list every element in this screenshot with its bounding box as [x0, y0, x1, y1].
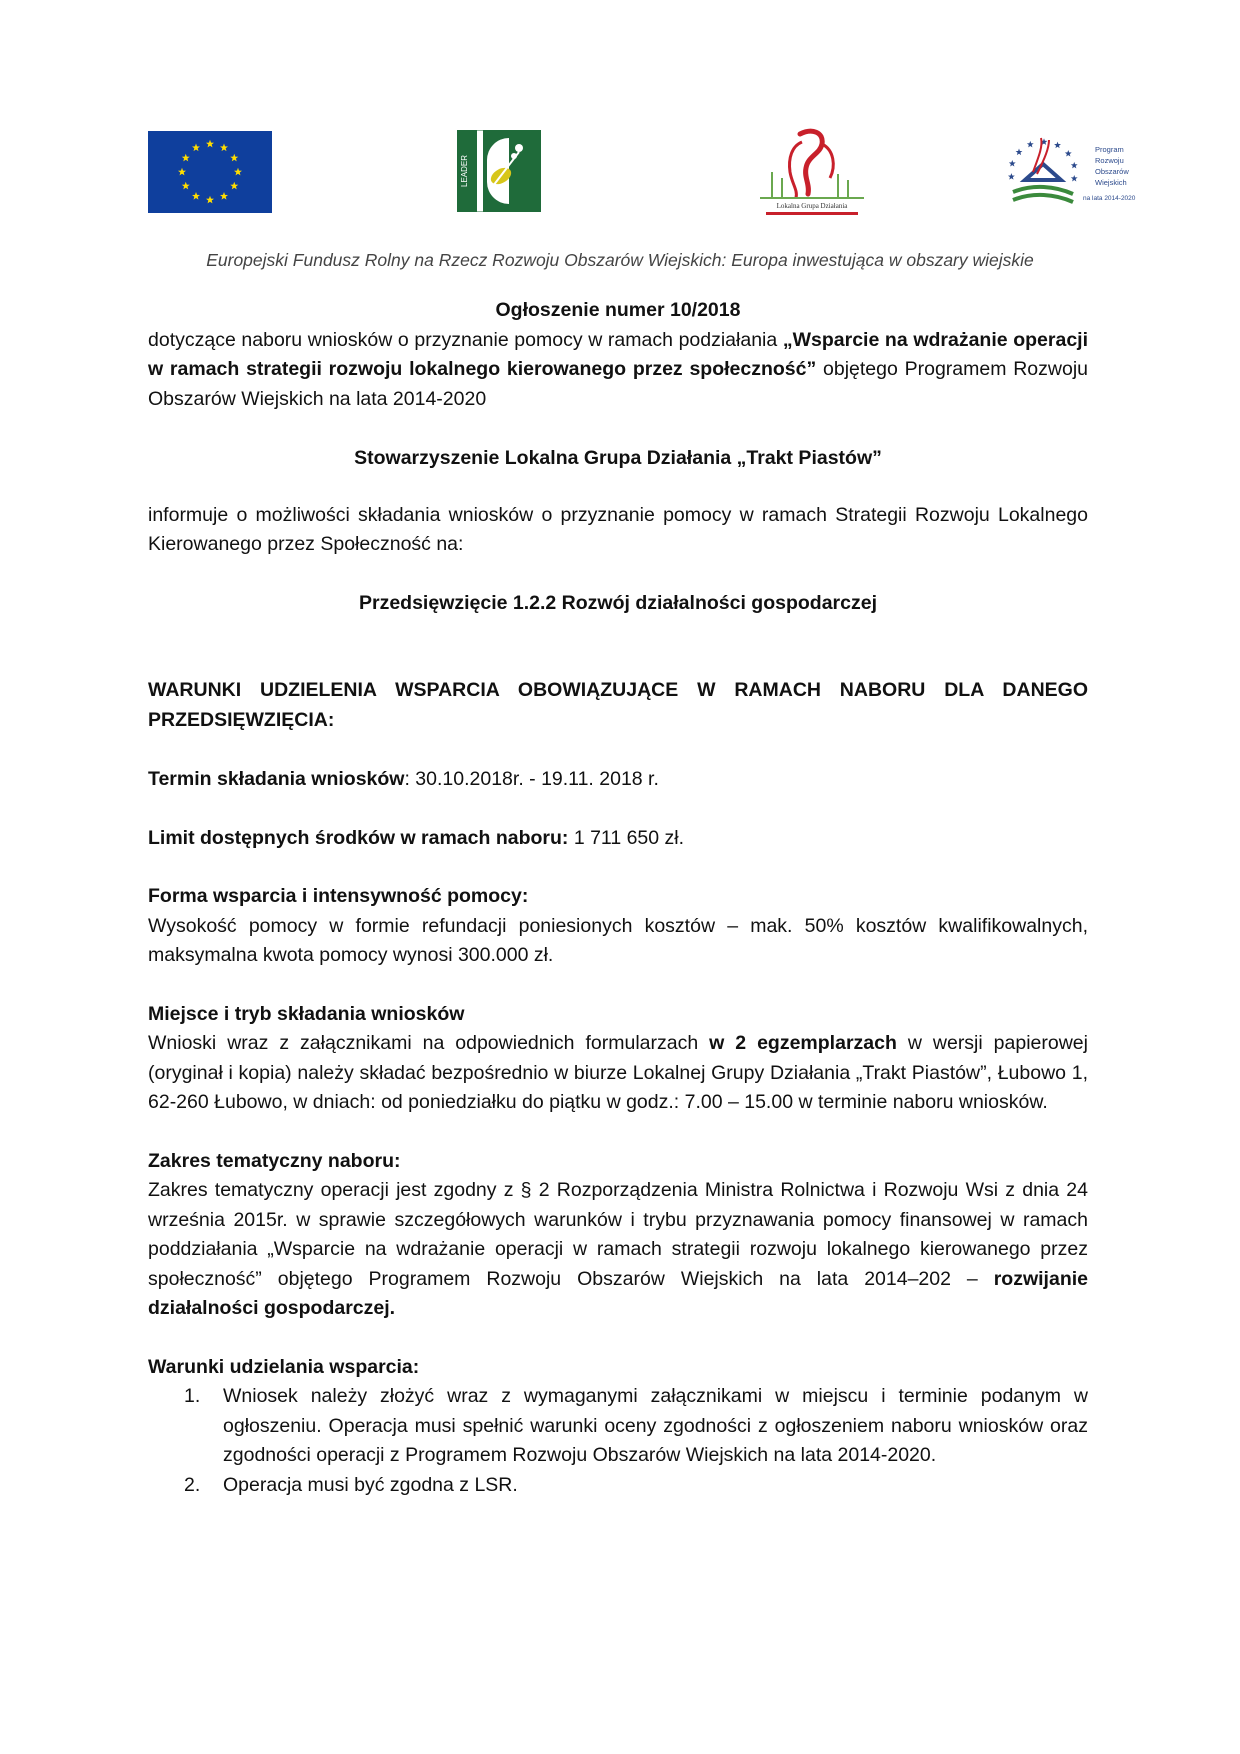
leader-logo-text: LEADER: [460, 154, 469, 188]
place-text-end: w wersji papierowej (oryginał i kopia) należy składać bezpośrednio w biurze Lokalnej Grupy Działania „Trakt Piastów”, Łubowo 1, 62-260 Łubowo, w dniach: od poniedziałku do piątku w godz.: 7.00 – 15.00 w terminie naboru wniosków.: [148, 1032, 1088, 1113]
star-icon: [1009, 160, 1016, 167]
list-item-text: Operacja musi być zgodna z LSR.: [223, 1473, 518, 1496]
star-icon: [1027, 141, 1034, 148]
scope-heading: [148, 1147, 1088, 1177]
place-text-start: Wnioski wraz z załącznikami na odpowiednich formularzach: [148, 1032, 710, 1054]
list-item: [148, 1471, 1088, 1501]
conditions-heading: WARUNKI UDZIELENIA WSPARCIA OBOWIĄZUJĄCE W RAMACH NABORU DLA DANEGO PRZEDSIĘWZIĘCIA:: [148, 679, 1088, 731]
intro-measure-name: „Wsparcie na wdrażanie operacji w ramach strategii rozwoju lokalnego kierowanego przez społeczność”: [148, 328, 1089, 380]
list-item: [148, 1382, 1088, 1471]
star-icon: [1071, 162, 1078, 169]
place-text: [148, 1029, 1088, 1118]
deadline-value: : 30.10.2018r. - 19.11. 2018 r.: [404, 768, 659, 790]
prow-2014-2020-logo: [1003, 136, 1155, 216]
list-item-number: 1.: [184, 1385, 201, 1407]
star-icon: [1065, 150, 1072, 157]
logo-bar: [0, 128, 1240, 228]
intro-text-end: objętego Programem Rozwoju Obszarów Wiejskich na lata 2014-2020: [148, 358, 1088, 410]
form-heading: [148, 882, 1088, 912]
prow-text-4: Wiejskich: [1095, 178, 1127, 187]
scope-text-bold: rozwijanie działalności gospodarczej.: [148, 1267, 1088, 1319]
star-icon: [1008, 173, 1015, 180]
program-motto: Europejski Fundusz Rolny na Rzecz Rozwoju Obszarów Wiejskich: Europa inwestująca w obszary wiejskie: [206, 250, 1034, 270]
project-name: Przedsięwzięcie 1.2.2 Rozwój działalności gospodarczej: [358, 591, 877, 614]
lgd-logo-text: Lokalna Grupa Działania: [776, 202, 848, 210]
star-icon: [1071, 175, 1078, 182]
lgd-trakt-piastow-logo: [752, 128, 872, 218]
leader-logo: [457, 130, 541, 212]
place-copies: w 2 egzemplarzach: [709, 1032, 897, 1054]
star-icon: [1054, 142, 1061, 149]
deadline-label: Termin składania wniosków: [148, 768, 405, 790]
conditions-list-heading: [148, 1353, 1088, 1383]
scope-text-main: Zakres tematyczny operacji jest zgodny z § 2 Rozporządzenia Ministra Rolnictwa i Rozwoju Wsi z dnia 24 września 2015r. w sprawie szczegółowych warunków i trybu przyznawania pomocy finansowej w ramach poddziałania „Wsparcie na wdrażanie operacji w ramach strategii rozwoju lokalnego kierowanego przez społeczność” objętego Programem Rozwoju Obszarów Wiejskich na lata 2014–202 –: [148, 1179, 1088, 1290]
announcement-title: Ogłoszenie numer 10/2018: [495, 299, 741, 321]
announcement-body: [148, 296, 1088, 1500]
scope-text: [148, 1176, 1088, 1324]
place-heading: [148, 1000, 1088, 1030]
deadline-line: [148, 765, 1088, 795]
conditions-list: [148, 1382, 1088, 1500]
eu-flag-logo: [148, 131, 272, 213]
list-item-number: 2.: [184, 1473, 201, 1496]
prow-text-1: Program: [1095, 145, 1124, 154]
prow-text-2: Rozwoju: [1095, 156, 1124, 165]
informs-paragraph: informuje o możliwości składania wniosków o przyznanie pomocy w ramach Strategii Rozwoju Lokalnego Kierowanego przez Społeczność na:: [148, 503, 1088, 555]
limit-value: 1 711 650 zł.: [568, 826, 685, 849]
form-heading-text: Forma wsparcia i intensywność pomocy:: [148, 885, 529, 907]
form-text: Wysokość pomocy w formie refundacji poniesionych kosztów – mak. 50% kosztów kwalifikowalnych, maksymalna kwota pomocy wynosi 300.000 zł.: [148, 914, 1088, 966]
prow-text-3: Obszarów: [1095, 167, 1129, 176]
organization-name: Stowarzyszenie Lokalna Grupa Działania „Trakt Piastów”: [354, 447, 882, 469]
star-icon: [1016, 149, 1023, 156]
limit-label: Limit dostępnych środków w ramach naboru:: [148, 826, 569, 849]
intro-text-start: dotyczące naboru wniosków o przyznanie pomocy w ramach podziałania: [148, 328, 783, 351]
place-heading-text: Miejsce i tryb składania wniosków: [148, 1002, 465, 1025]
list-item-text: Wniosek należy złożyć wraz z wymaganymi załącznikami w miejscu i terminie podanym w ogłoszeniu. Operacja musi spełnić warunki oceny zgodności z ogłoszeniem naboru wniosków oraz zgodności operacji z Programem Rozwoju Obszarów Wiejskich na lata 2014-2020.: [223, 1385, 1088, 1466]
limit-line: [148, 824, 1088, 854]
intro-paragraph: [148, 326, 1088, 415]
scope-heading-text: Zakres tematyczny naboru:: [148, 1149, 401, 1172]
prow-text-5: na lata 2014-2020: [1083, 195, 1136, 202]
conditions-list-heading-text: Warunki udzielania wsparcia:: [148, 1355, 420, 1378]
